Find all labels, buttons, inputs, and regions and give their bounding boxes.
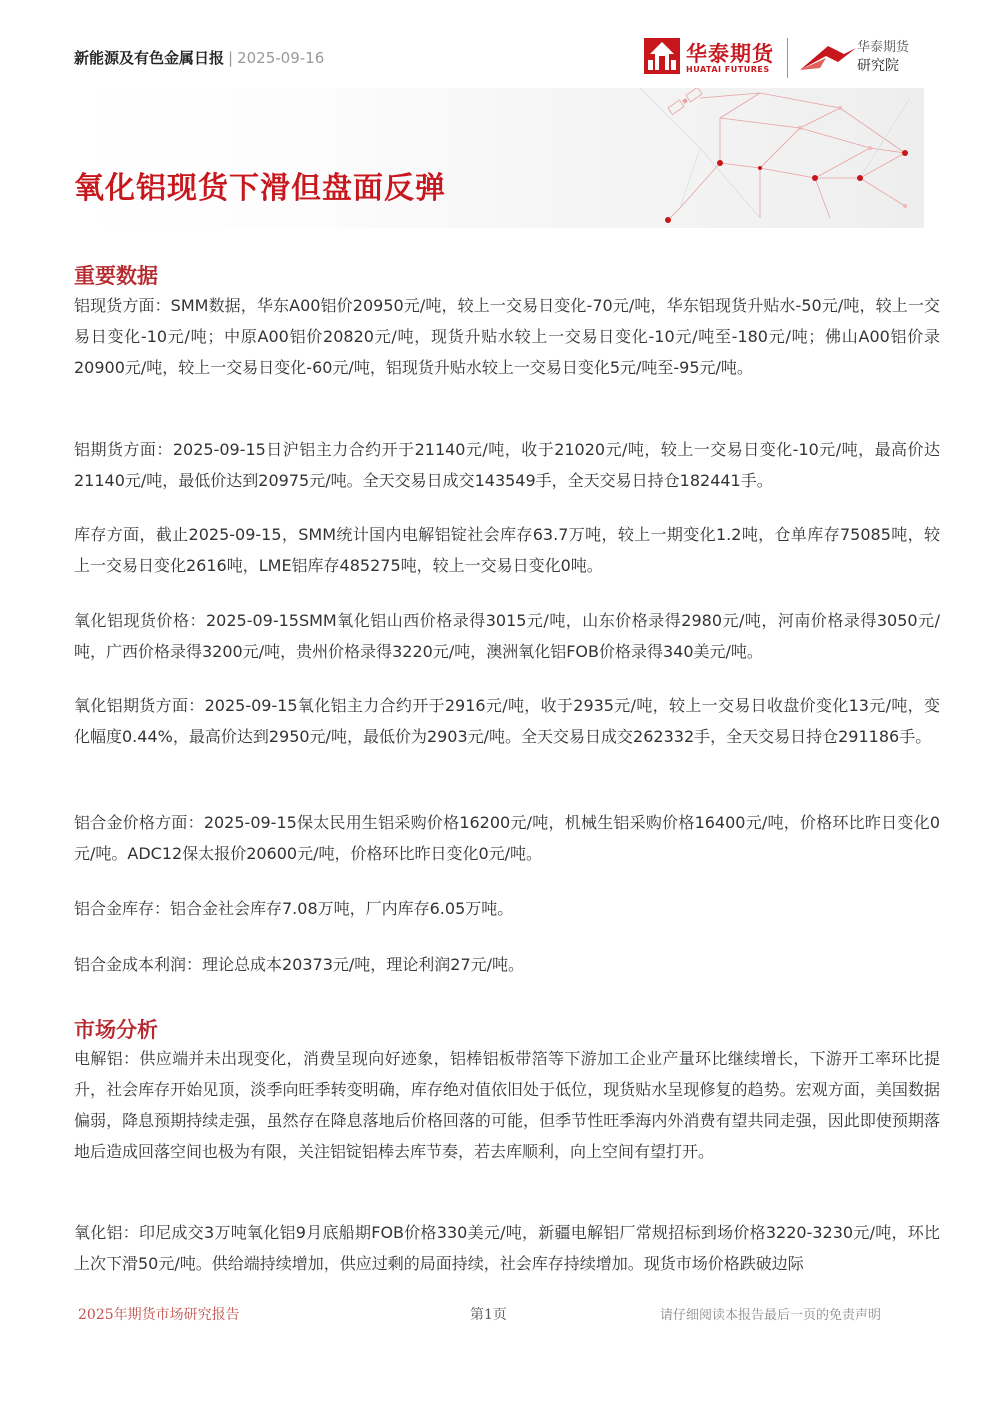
logo-divider (787, 38, 788, 78)
institute-line-1: 华泰期货 (857, 40, 910, 55)
paragraph-alumina-analysis: 氧化铝：印尼成交3万吨氧化铝9月底船期FOB价格330美元/吨，新疆电解铝厂常规招标到场价格3220-3230元/吨，环比上次下滑50元/吨。供给端持续增加，供应过剩的局面持续，社会库存持续增加。现货市场价格跌破边际 (74, 1223, 940, 1273)
header-separator: | (228, 49, 234, 67)
company-logo (644, 38, 774, 80)
paragraph-alloy-cost-profit: 铝合金成本利润：理论总成本20373元/吨，理论利润27元/吨。 (74, 955, 525, 974)
hero-decoration (0, 88, 924, 228)
paragraph-aluminum-spot: 铝现货方面：SMM数据，华东A00铝价20950元/吨，较上一交易日变化-70元/吨，华东铝现货升贴水-50元/吨，较上一交易日变化-10元/吨；中原A00铝价20820元/吨，现货升贴水较上一交易日变化-10元/吨至-180元/吨；佛山A00铝价录20900元/吨，较上一交易日变化-60元/吨，铝现货升贴水较上一交易日变化5元/吨至-95元/吨。 (74, 296, 940, 377)
company-name-en: HUATAI FUTURES (686, 65, 770, 74)
section-heading-market-analysis: 市场分析 (74, 1018, 158, 1042)
institute-line-2: 研究院 (857, 58, 899, 74)
report-header (74, 47, 324, 68)
institute-logo-icon (798, 40, 858, 76)
company-name-cn: 华泰期货 (686, 42, 774, 66)
paragraph-inventory: 库存方面，截止2025-09-15，SMM统计国内电解铝锭社会库存63.7万吨，较上一期变化1.2吨，仓单库存75085吨，较上一交易日变化2616吨，LME铝库存485275吨，较上一交易日变化0吨。 (74, 525, 940, 575)
report-name: 新能源及有色金属日报 (74, 49, 225, 67)
paragraph-alloy-price: 铝合金价格方面：2025-09-15保太民用生铝采购价格16200元/吨，机械生铝采购价格16400元/吨，价格环比昨日变化0元/吨。ADC12保太报价20600元/吨，价格环比昨日变化0元/吨。 (74, 813, 940, 863)
paragraph-alloy-inventory: 铝合金库存：铝合金社会库存7.08万吨，厂内库存6.05万吨。 (74, 899, 514, 918)
report-date: 2025-09-16 (237, 49, 325, 67)
paragraph-aluminum-futures: 铝期货方面：2025-09-15日沪铝主力合约开于21140元/吨，收于21020元/吨，较上一交易日变化-10元/吨，最高价达21140元/吨，最低价达到20975元/吨。全天交易日成交143549手，全天交易日持仓182441手。 (74, 440, 940, 490)
paragraph-electrolytic-aluminum: 电解铝：供应端并未出现变化，消费呈现向好迹象，铝棒铝板带箔等下游加工企业产量环比继续增长，下游开工率环比提升，社会库存开始见顶，淡季向旺季转变明确，库存绝对值依旧处于低位，现货贴水呈现修复的趋势。宏观方面，美国数据偏弱，降息预期持续走强，虽然存在降息落地后价格回落的可能，但季节性旺季海内外消费有望共同走强，因此即使预期落地后造成回落空间也极为有限，关注铝锭铝棒去库节奏，若去库顺利，向上空间有望打开。 (74, 1049, 940, 1161)
paragraph-alumina-futures: 氧化铝期货方面：2025-09-15氧化铝主力合约开于2916元/吨，收于2935元/吨，较上一交易日收盘价变化13元/吨，变化幅度0.44%，最高价达到2950元/吨，最低价为2903元/吨。全天交易日成交262332手，全天交易日持仓291186手。 (74, 696, 940, 746)
footer-report-series: 2025年期货市场研究报告 (78, 1307, 240, 1323)
footer-page-number: 第1页 (470, 1307, 507, 1323)
section-heading-key-data: 重要数据 (74, 264, 158, 288)
footer-disclaimer-note: 请仔细阅读本报告最后一页的免责声明 (660, 1308, 882, 1323)
huatai-logo-icon (644, 38, 680, 74)
institute-name (857, 38, 909, 76)
paragraph-alumina-spot: 氧化铝现货价格：2025-09-15SMM氧化铝山西价格录得3015元/吨，山东价格录得2980元/吨，河南价格录得3050元/吨，广西价格录得3200元/吨，贵州价格录得3220元/吨，澳洲氧化铝FOB价格录得340美元/吨。 (74, 611, 940, 661)
page-title: 氧化铝现货下滑但盘面反弹 (74, 171, 446, 206)
